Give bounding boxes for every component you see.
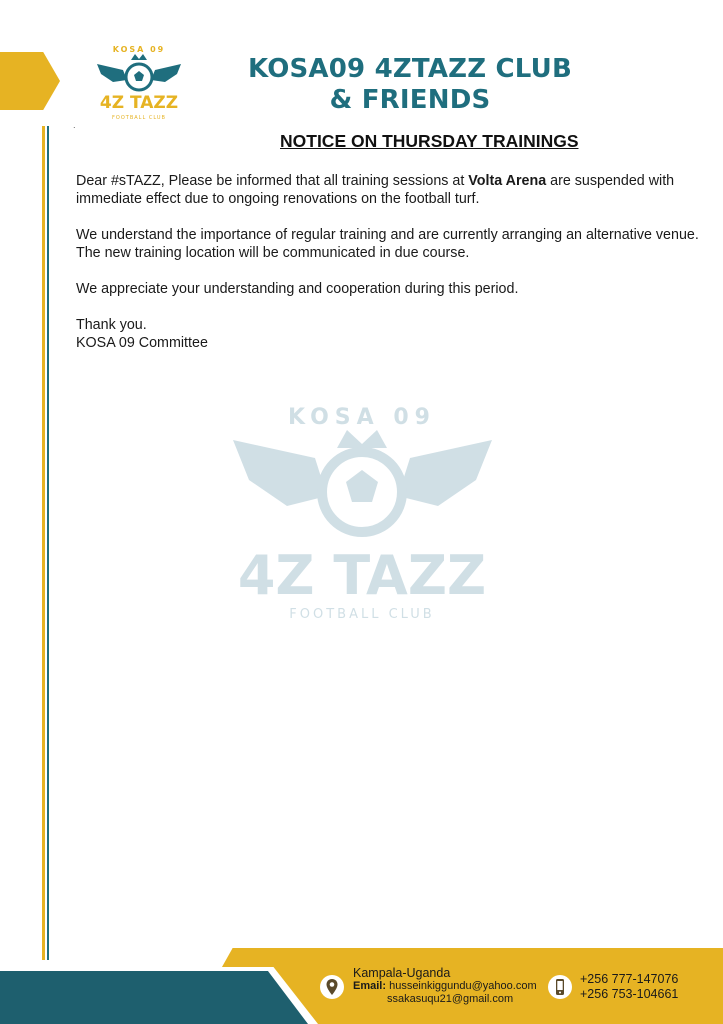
phone-icon — [547, 974, 573, 1000]
watermark-sub-text: FOOTBALL CLUB — [289, 607, 435, 622]
watermark-left-wing-icon — [233, 440, 327, 506]
venue-name: Volta Arena — [468, 173, 547, 189]
notice-heading: NOTICE ON THURSDAY TRAININGS — [280, 131, 579, 151]
paragraph-1: Dear #sTAZZ, Please be informed that all training sessions at Volta Arena are suspended with immediate effect due to ongoing renovations on the football turf. — [76, 173, 675, 207]
stray-mark: . — [73, 121, 76, 130]
watermark-crown-icon — [337, 430, 387, 448]
club-logo — [93, 40, 185, 124]
left-wing-icon — [97, 64, 127, 82]
margin-rule-teal — [47, 126, 49, 960]
header-gold-tab — [0, 52, 60, 110]
footer-email-line — [353, 980, 537, 992]
logo-sub-text: FOOTBALL CLUB — [112, 115, 166, 121]
email-label: Email: — [353, 980, 387, 992]
email-address-1: husseinkiggundu@yahoo.com — [389, 980, 537, 992]
footer-phone-1: +256 777-147076 — [580, 972, 679, 986]
notice-body — [76, 172, 706, 352]
logo-main-text: 4Z TAZZ — [99, 93, 179, 113]
paragraph-3: We appreciate your understanding and cooperation during this period. — [76, 281, 519, 297]
signature: KOSA 09 Committee — [76, 335, 208, 351]
watermark-main-text: 4Z TAZZ — [237, 544, 487, 607]
logo-arc-text: KOSA 09 — [112, 45, 166, 54]
club-title-line2: & FRIENDS — [329, 85, 491, 115]
right-wing-icon — [151, 64, 181, 82]
footer-phone-2: +256 753-104661 — [580, 987, 679, 1001]
footer-teal-band — [0, 971, 308, 1024]
club-title-line1: KOSA09 4ZTAZZ CLUB — [248, 54, 572, 84]
footer — [0, 940, 723, 1024]
closing: Thank you. — [76, 317, 147, 333]
paragraph-2: We understand the importance of regular training and are currently arranging an alternative venue. The new training location will be communicated in due course. — [76, 227, 699, 261]
email-address-2: ssakasuqu21@gmail.com — [387, 993, 514, 1005]
watermark-logo — [225, 396, 500, 632]
watermark-arc-text: KOSA 09 — [288, 405, 436, 430]
location-pin-icon — [319, 974, 345, 1000]
watermark-right-wing-icon — [398, 440, 492, 506]
crown-icon — [131, 54, 147, 60]
club-title — [225, 54, 595, 116]
footer-location: Kampala-Uganda — [353, 966, 451, 980]
margin-rule-gold — [42, 126, 45, 960]
